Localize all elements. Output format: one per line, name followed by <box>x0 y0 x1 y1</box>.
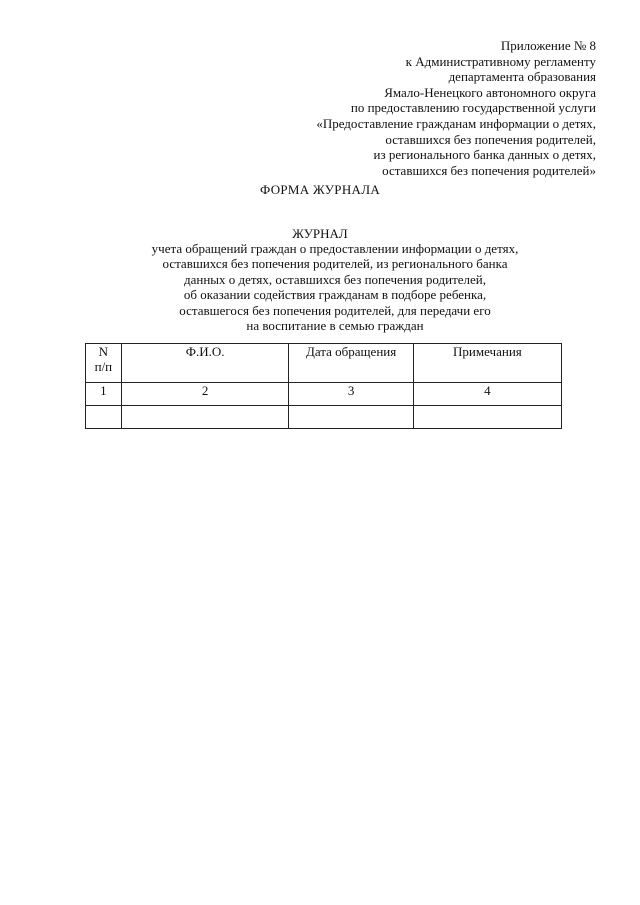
journal-heading: ЖУРНАЛ <box>292 226 348 241</box>
header-cell-number <box>86 344 122 383</box>
form-title: ФОРМА ЖУРНАЛА <box>259 182 381 197</box>
table-cell <box>289 406 413 429</box>
journal-description-line: на воспитание в семью граждан <box>246 318 424 334</box>
journal-description <box>0 241 640 333</box>
appendix-line: Ямало-Ненецкого автономного округа <box>384 84 596 100</box>
journal-description-line: оставшихся без попечения родителей, из регионального банка <box>162 256 508 272</box>
journal-description-line: данных о детях, оставшихся без попечения родителей, <box>183 271 487 287</box>
journal-description-line: об оказании содействия гражданам в подборе ребенка, <box>183 287 487 303</box>
table-cell <box>413 406 561 429</box>
appendix-line: из регионального банка данных о детях, <box>373 147 596 163</box>
journal-description-line: оставшегося без попечения родителей, для передачи его <box>179 302 491 318</box>
table-row <box>86 406 562 429</box>
appendix-line: по предоставлению государственной услуги <box>350 100 596 116</box>
table-cell <box>86 406 122 429</box>
column-number-cell: 3 <box>289 383 413 406</box>
column-number-cell: 4 <box>413 383 561 406</box>
table-cell <box>121 406 289 429</box>
appendix-line: департамента образования <box>448 69 596 85</box>
table-column-number-row <box>86 383 562 406</box>
appendix-line: оставшихся без попечения родителей» <box>382 162 596 178</box>
journal-description-line: учета обращений граждан о предоставлении информации о детях, <box>151 241 519 256</box>
header-cell-notes: Примечания <box>413 344 561 383</box>
header-number-label: N <box>98 344 109 359</box>
header-cell-date: Дата обращения <box>289 344 413 383</box>
table-header-row <box>86 344 562 383</box>
appendix-line: Приложение № 8 <box>500 38 596 53</box>
column-number-cell: 2 <box>121 383 289 406</box>
appendix-line: оставшихся без попечения родителей, <box>385 131 596 147</box>
appendix-reference-block <box>236 38 596 178</box>
header-cell-fio: Ф.И.О. <box>121 344 289 383</box>
column-number-cell: 1 <box>86 383 122 406</box>
journal-table <box>85 343 562 429</box>
header-number-sublabel: п/п <box>94 359 113 374</box>
appendix-line: «Предоставление гражданам информации о детях, <box>316 115 596 131</box>
appendix-line: к Административному регламенту <box>405 53 596 69</box>
